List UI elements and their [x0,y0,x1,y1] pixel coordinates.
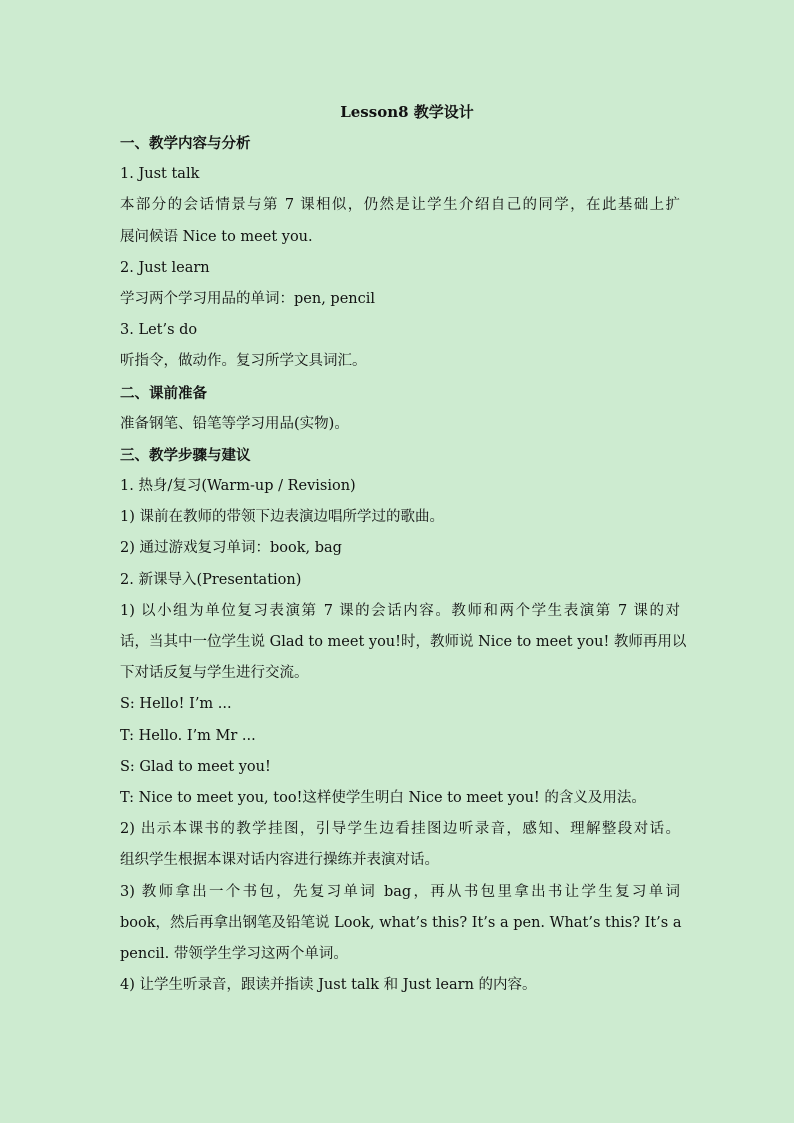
text-line: 1. Just talk [120,166,200,183]
section-heading: 三、教学步骤与建议 [120,446,251,464]
text-line: 2) 通过游戏复习单词：book, bag [120,540,342,557]
document-body [120,128,687,1001]
text-line: book，然后再拿出钢笔及铅笔说 Look, what’s this? It’s a pen. What’s this? It’s a [120,914,682,931]
text-line: 1) 以小组为单位复习表演第 7 课的会话内容。教师和两个学生表演第 7 课的对 [120,602,680,619]
text-line: 2. Just learn [120,259,210,276]
text-line: T: Hello. I’m Mr ... [120,727,256,744]
text-line: T: Nice to meet you, too!这样使学生明白 Nice to meet you! 的含义及用法。 [120,789,646,806]
document-page [120,97,687,1001]
text-line: 展问候语 Nice to meet you. [120,228,313,245]
text-line: 2) 出示本课书的教学挂图，引导学生边看挂图边听录音，感知、理解整段对话。 [120,821,680,838]
section-heading: 一、教学内容与分析 [120,135,251,152]
text-line: 3) 教师拿出一个书包，先复习单词 bag，再从书包里拿出书让学生复习单词 [120,883,680,900]
text-line: S: Glad to meet you! [120,758,271,775]
text-line: 准备钢笔、铅笔等学习用品(实物)。 [120,415,349,432]
text-line: 组织学生根据本课对话内容进行操练并表演对话。 [120,852,439,869]
text-line: 听指令，做动作。复习所学文具词汇。 [120,353,367,370]
text-line: 1. 热身/复习(Warm-up / Revision) [120,478,356,495]
text-line: 3. Let’s do [120,322,198,339]
text-line: 本部分的会话情景与第 7 课相似，仍然是让学生介绍自己的同学，在此基础上扩 [120,197,680,214]
text-line: 4) 让学生听录音，跟读并指读 Just talk 和 Just learn 的内容。 [120,977,537,994]
text-line: 学习两个学习用品的单词：pen, pencil [120,290,376,307]
text-line: S: Hello! I’m ... [120,696,232,713]
text-line: pencil. 带领学生学习这两个单词。 [120,945,348,962]
section-heading: 二、课前准备 [120,384,207,402]
text-line: 下对话反复与学生进行交流。 [120,665,309,682]
text-line: 2. 新课导入(Presentation) [120,571,302,588]
text-line: 1) 课前在教师的带领下边表演边唱所学过的歌曲。 [120,509,444,526]
document-title: Lesson8 教学设计 [340,103,474,121]
text-line: 话，当其中一位学生说 Glad to meet you!时，教师说 Nice to meet you! 教师再用以 [120,634,687,650]
